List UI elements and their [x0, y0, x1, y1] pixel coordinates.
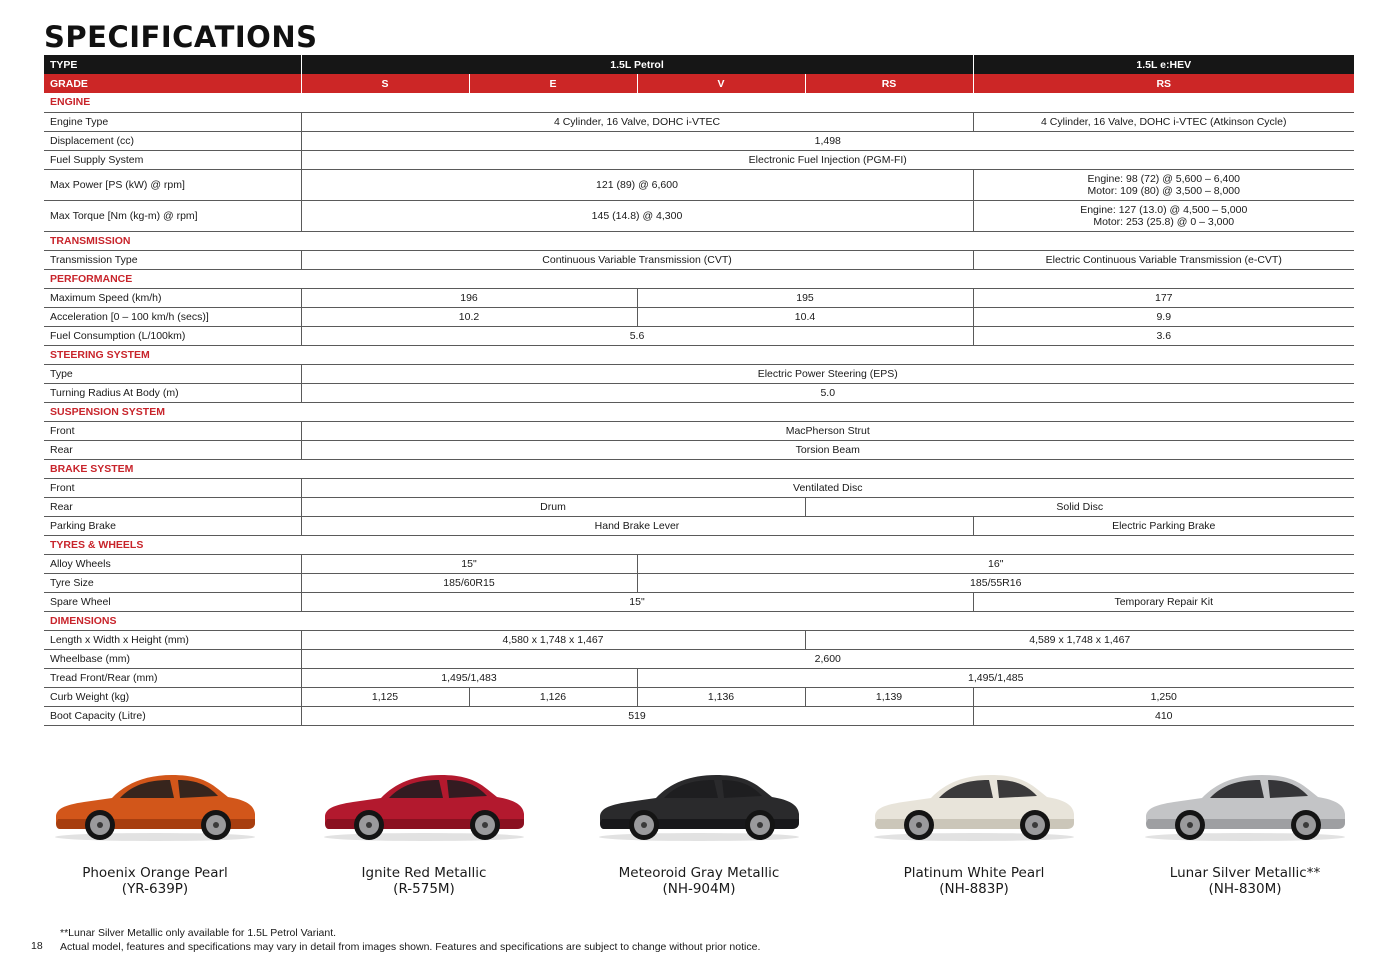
cell: Electric Parking Brake	[973, 516, 1354, 535]
section-transmission: TRANSMISSION	[44, 231, 1354, 250]
sedan-icon	[594, 765, 804, 843]
row-label: Curb Weight (kg)	[44, 687, 301, 706]
car-image	[574, 765, 824, 843]
cell: 177	[973, 288, 1354, 307]
table-row	[44, 440, 1354, 459]
table-row	[44, 421, 1354, 440]
section-header	[44, 269, 1354, 288]
section-dimensions: DIMENSIONS	[44, 611, 1354, 630]
cell: 10.2	[301, 307, 637, 326]
color-name: Ignite Red Metallic	[361, 865, 487, 881]
cell	[973, 200, 1354, 231]
sedan-icon	[50, 765, 260, 843]
cell: 145 (14.8) @ 4,300	[301, 200, 973, 231]
cell-line: Engine: 98 (72) @ 5,600 – 6,400	[1087, 172, 1241, 185]
table-row	[44, 554, 1354, 573]
page-title: SPECIFICATIONS	[44, 20, 318, 54]
cell: 9.9	[973, 307, 1354, 326]
row-label: Maximum Speed (km/h)	[44, 288, 301, 307]
row-label: Engine Type	[44, 112, 301, 131]
cell: 5.0	[301, 383, 1354, 402]
row-label: Fuel Supply System	[44, 150, 301, 169]
cell: 1,136	[637, 687, 805, 706]
table-row	[44, 200, 1354, 231]
table-row	[44, 112, 1354, 131]
row-label: Tyre Size	[44, 573, 301, 592]
footnote-disclaimer: Actual model, features and specifications may vary in detail from images shown. Features and specifications are subject to change without prior notice.	[60, 941, 761, 953]
section-performance: PERFORMANCE	[44, 269, 1354, 288]
row-label: Parking Brake	[44, 516, 301, 535]
cell: 1,495/1,485	[637, 668, 1354, 687]
row-label: Alloy Wheels	[44, 554, 301, 573]
section-header	[44, 402, 1354, 421]
row-label: Tread Front/Rear (mm)	[44, 668, 301, 687]
cell: 410	[973, 706, 1354, 725]
table-row	[44, 364, 1354, 383]
car-image	[1120, 765, 1370, 843]
cell: Electric Power Steering (EPS)	[301, 364, 1354, 383]
car-image	[30, 765, 280, 843]
table-row	[44, 630, 1354, 649]
section-header	[44, 231, 1354, 250]
cell: Continuous Variable Transmission (CVT)	[301, 250, 973, 269]
sedan-icon	[1140, 765, 1350, 843]
table-row	[44, 383, 1354, 402]
cell: 195	[637, 288, 973, 307]
row-label: Rear	[44, 440, 301, 459]
section-brake: BRAKE SYSTEM	[44, 459, 1354, 478]
table-row	[44, 288, 1354, 307]
row-label: Turning Radius At Body (m)	[44, 383, 301, 402]
sedan-icon	[869, 765, 1079, 843]
row-label: Front	[44, 478, 301, 497]
color-options	[30, 765, 1350, 905]
cell-line: Motor: 109 (80) @ 3,500 – 8,000	[1087, 184, 1240, 197]
cell: 4,589 x 1,748 x 1,467	[805, 630, 1354, 649]
table-row	[44, 573, 1354, 592]
cell: Electronic Fuel Injection (PGM-FI)	[301, 150, 1354, 169]
color-option	[574, 765, 824, 897]
row-label: Wheelbase (mm)	[44, 649, 301, 668]
cell: 1,125	[301, 687, 469, 706]
table-row	[44, 687, 1354, 706]
cell: Solid Disc	[805, 497, 1354, 516]
row-label: Front	[44, 421, 301, 440]
color-option	[849, 765, 1099, 897]
car-image	[849, 765, 1099, 843]
grade-rs-petrol: RS	[805, 74, 973, 93]
section-tyres: TYRES & WHEELS	[44, 535, 1354, 554]
specifications-table	[44, 55, 1354, 726]
section-steering: STEERING SYSTEM	[44, 345, 1354, 364]
cell: 4,580 x 1,748 x 1,467	[301, 630, 805, 649]
cell: 1,495/1,483	[301, 668, 637, 687]
cell: 15"	[301, 592, 973, 611]
table-row	[44, 592, 1354, 611]
row-label: Transmission Type	[44, 250, 301, 269]
color-name: Phoenix Orange Pearl	[82, 865, 228, 881]
type-label: TYPE	[44, 55, 301, 74]
cell-line: Engine: 127 (13.0) @ 4,500 – 5,000	[1080, 203, 1248, 216]
cell: 1,126	[469, 687, 637, 706]
color-option	[30, 765, 280, 897]
table-row	[44, 307, 1354, 326]
sedan-icon	[319, 765, 529, 843]
grade-e: E	[469, 74, 637, 93]
row-label: Max Torque [Nm (kg-m) @ rpm]	[44, 200, 301, 231]
table-row	[44, 668, 1354, 687]
cell: 3.6	[973, 326, 1354, 345]
color-name: Platinum White Pearl	[903, 865, 1045, 881]
row-label: Length x Width x Height (mm)	[44, 630, 301, 649]
grade-v: V	[637, 74, 805, 93]
page-number: 18	[31, 940, 43, 952]
color-code: (NH-830M)	[1208, 881, 1282, 897]
cell: 196	[301, 288, 637, 307]
type-header-row	[44, 55, 1354, 74]
section-header	[44, 459, 1354, 478]
row-label: Max Power [PS (kW) @ rpm]	[44, 169, 301, 200]
row-label: Acceleration [0 – 100 km/h (secs)]	[44, 307, 301, 326]
car-image	[299, 765, 549, 843]
grade-header-row	[44, 74, 1354, 93]
cell: 4 Cylinder, 16 Valve, DOHC i-VTEC (Atkinson Cycle)	[973, 112, 1354, 131]
color-option	[1120, 765, 1370, 897]
table-row	[44, 169, 1354, 200]
footnotes	[60, 926, 760, 954]
color-option	[299, 765, 549, 897]
row-label: Type	[44, 364, 301, 383]
color-name: Meteoroid Gray Metallic	[618, 865, 780, 881]
color-name: Lunar Silver Metallic**	[1169, 865, 1321, 881]
table-row	[44, 131, 1354, 150]
section-header	[44, 93, 1354, 112]
section-suspension: SUSPENSION SYSTEM	[44, 402, 1354, 421]
cell: Electric Continuous Variable Transmission (e-CVT)	[973, 250, 1354, 269]
type-hev: 1.5L e:HEV	[973, 55, 1354, 74]
cell: Ventilated Disc	[301, 478, 1354, 497]
cell: 185/60R15	[301, 573, 637, 592]
table-row	[44, 649, 1354, 668]
cell: 185/55R16	[637, 573, 1354, 592]
row-label: Boot Capacity (Litre)	[44, 706, 301, 725]
cell: Temporary Repair Kit	[973, 592, 1354, 611]
cell: Torsion Beam	[301, 440, 1354, 459]
color-code: (NH-904M)	[662, 881, 736, 897]
cell: 1,498	[301, 131, 1354, 150]
cell: 1,139	[805, 687, 973, 706]
cell: 16"	[637, 554, 1354, 573]
cell: MacPherson Strut	[301, 421, 1354, 440]
color-code: (R-575M)	[393, 881, 455, 897]
grade-label: GRADE	[44, 74, 301, 93]
table-row	[44, 516, 1354, 535]
color-code: (NH-883P)	[939, 881, 1009, 897]
row-label: Rear	[44, 497, 301, 516]
cell: 4 Cylinder, 16 Valve, DOHC i-VTEC	[301, 112, 973, 131]
row-label: Displacement (cc)	[44, 131, 301, 150]
cell: 5.6	[301, 326, 973, 345]
table-row	[44, 497, 1354, 516]
row-label: Spare Wheel	[44, 592, 301, 611]
grade-s: S	[301, 74, 469, 93]
cell: 121 (89) @ 6,600	[301, 169, 973, 200]
grade-rs-hev: RS	[973, 74, 1354, 93]
cell: Drum	[301, 497, 805, 516]
table-row	[44, 706, 1354, 725]
row-label: Fuel Consumption (L/100km)	[44, 326, 301, 345]
table-row	[44, 326, 1354, 345]
table-row	[44, 478, 1354, 497]
cell-line: Motor: 253 (25.8) @ 0 – 3,000	[1093, 215, 1235, 228]
section-engine: ENGINE	[44, 93, 1354, 112]
table-row	[44, 150, 1354, 169]
cell: 519	[301, 706, 973, 725]
section-header	[44, 611, 1354, 630]
cell: 2,600	[301, 649, 1354, 668]
type-petrol: 1.5L Petrol	[301, 55, 973, 74]
color-code: (YR-639P)	[121, 881, 189, 897]
section-header	[44, 345, 1354, 364]
footnote-availability: **Lunar Silver Metallic only available for 1.5L Petrol Variant.	[60, 927, 337, 939]
cell: 10.4	[637, 307, 973, 326]
cell: 15"	[301, 554, 637, 573]
cell: 1,250	[973, 687, 1354, 706]
cell: Hand Brake Lever	[301, 516, 973, 535]
section-header	[44, 535, 1354, 554]
cell	[973, 169, 1354, 200]
table-row	[44, 250, 1354, 269]
